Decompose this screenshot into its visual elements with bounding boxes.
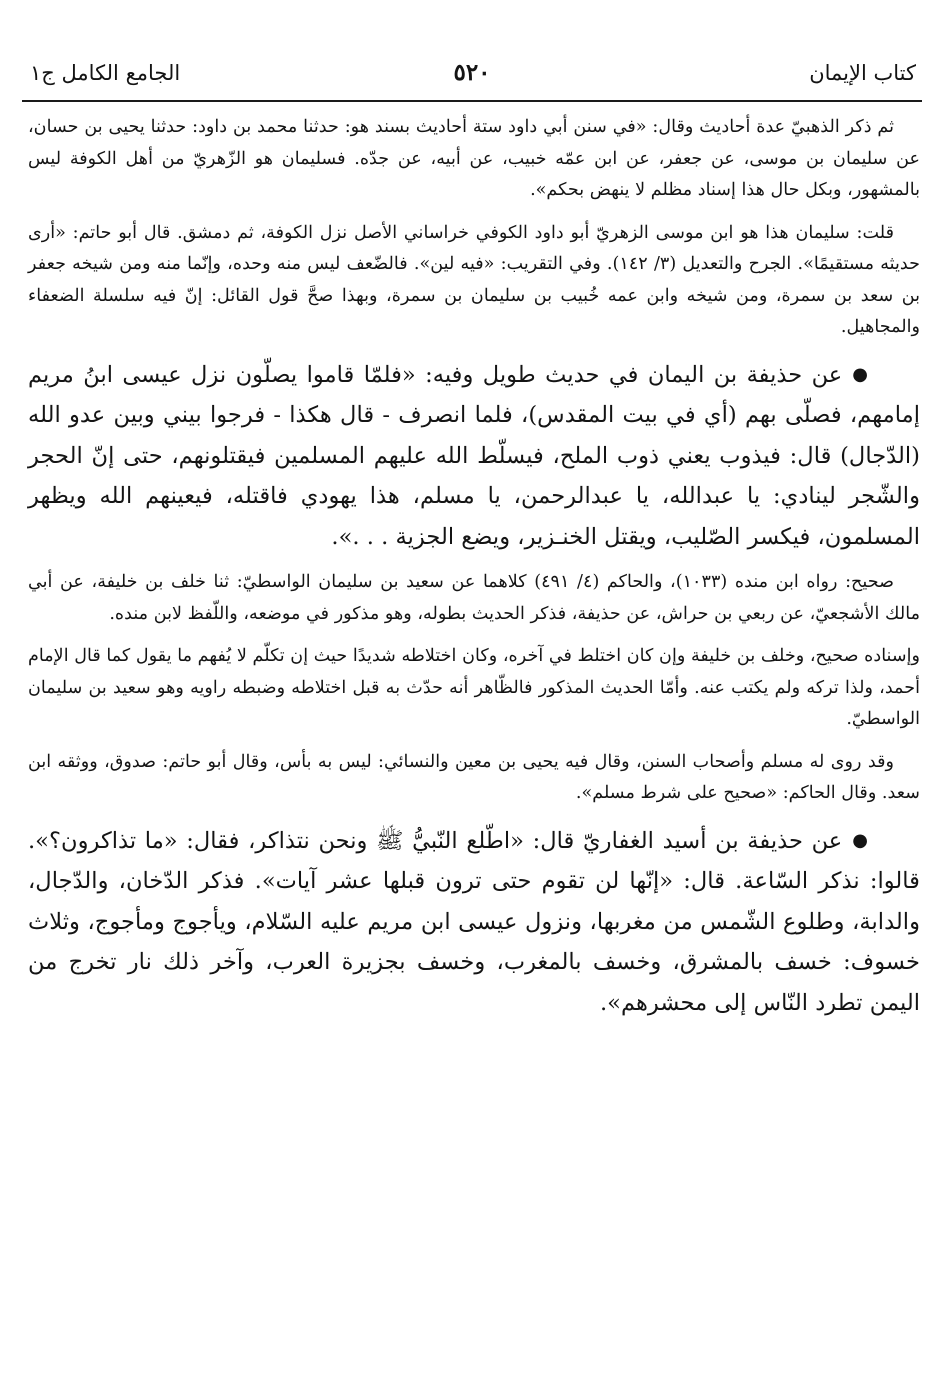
paragraph-text: صحيح: رواه ابن منده (١٠٣٣)، والحاكم (٤/ ٤٩١) كلاهما عن سعيد بن سليمان الواسطيّ: ثنا خلف بن خليفة، عن أبي مالك الأشجعيّ، عن ربعي بن حراش، عن حذيفة، فذكر الحديث بطوله، وهو مذكور في موضعه، واللّفظ لابن منده. (28, 572, 920, 624)
header-book-title: الجامع الكامل ج١ (30, 61, 181, 85)
commentary-paragraph (28, 641, 920, 736)
commentary-paragraph (28, 567, 920, 630)
header-section-title: كتاب الإيمان (809, 61, 916, 85)
bullet-icon: ● (852, 363, 868, 385)
page-number: ٥٢٠ (453, 59, 491, 86)
paragraph-text: ثم ذكر الذهبيّ عدة أحاديث وقال: «في سنن أبي داود ستة أحاديث بسند هو: حدثنا محمد بن داود: حدثنا يحيى بن حسان، عن سليمان بن موسى، عن جعفر، عن ابن عمّه خبيب، عن أبيه، عن جدّه. فسليمان هو الزّهريّ من أهل الكوفة ليس بالمشهور، وبكل حال هذا إسناد مظلم لا ينهض بحكم». (28, 117, 920, 200)
page-header (22, 52, 922, 102)
paragraph-text: عن حذيفة بن أسيد الغفاريّ قال: «اطّلع النّبيُّ ﷺ ونحن نتذاكر، فقال: «ما تذاكرون؟». قالوا: نذكر السّاعة. قال: «إنّها لن تقوم حتى ترون قبلها عشر آيات». فذكر الدّخان، والدّجال، والدابة، وطلوع الشّمس من مغربها، ونزول عيسى ابن مريم عليه السّلام، ويأجوج ومأجوج، وثلاث خسوف: خسف بالمشرق، وخسف بالمغرب، وخسف بجزيرة العرب، وآخر ذلك نار تخرج من اليمن تطرد النّاس إلى محشرهم». (28, 827, 920, 1016)
paragraph-text: وإسناده صحيح، وخلف بن خليفة وإن كان اختلط في آخره، وكان اختلاطه شديدًا حيث إن تكلّم لا يُفهم ما يقول كما قال الإمام أحمد، ولذا تركه ولم يكتب عنه. وأمّا الحديث المذكور فالظّاهر أنه حدّث به قبل اختلاطه وضبطه راويه وهو سعيد بن سليمان الواسطيّ. (28, 646, 920, 729)
book-page (22, 52, 922, 1033)
hadith-paragraph (28, 821, 920, 1024)
commentary-paragraph (28, 747, 920, 810)
hadith-paragraph (28, 355, 920, 558)
paragraph-text: قلت: سليمان هذا هو ابن موسى الزهريّ أبو داود الكوفي خراساني الأصل نزل الكوفة، ثم دمشق. قال أبو حاتم: «أرى حديثه مستقيمًا». الجرح والتعديل (٣/ ١٤٢). وفي التقريب: «فيه لين». فالضّعف ليس منه وحده، وإنّما منه ومن شيخه جعفر بن سعد بن سمرة، ومن شيخه وابن عمه خُبيب بن سليمان بن سمرة، وبهذا صحَّ قول القائل: إنّ فيه سلسلة الضعفاء والمجاهيل. (28, 222, 921, 337)
bullet-icon: ● (852, 829, 868, 851)
commentary-paragraph (28, 112, 920, 207)
paragraph-text: عن حذيفة بن اليمان في حديث طويل وفيه: «فلمّا قاموا يصلّون نزل عيسى ابنُ مريم إمامهم، فصلّى بهم (أي في بيت المقدس)، فلما انصرف - قال هكذا - فرجوا بيني وبين عدو الله (الدّجال) قال: فيذوب يعني ذوب الملح، فيسلّط الله عليهم المسلمين فيقتلونهم، حتى إنّ الحجر والشّجر لينادي: يا عبدالله، يا عبدالرحمن، يا مسلم، هذا يهودي فاقتله، فيعينهم الله ويظهر المسلمون، فيكسر الصّليب، ويقتل الخنـزير، ويضع الجزية . . .». (28, 361, 920, 550)
page-body (22, 102, 922, 1023)
commentary-paragraph (28, 218, 920, 344)
paragraph-text: وقد روى له مسلم وأصحاب السنن، وقال فيه يحيى بن معين والنسائي: ليس به بأس، وقال أبو حاتم: صدوق، ووثقه ابن سعد. وقال الحاكم: «صحيح على شرط مسلم». (28, 751, 920, 803)
